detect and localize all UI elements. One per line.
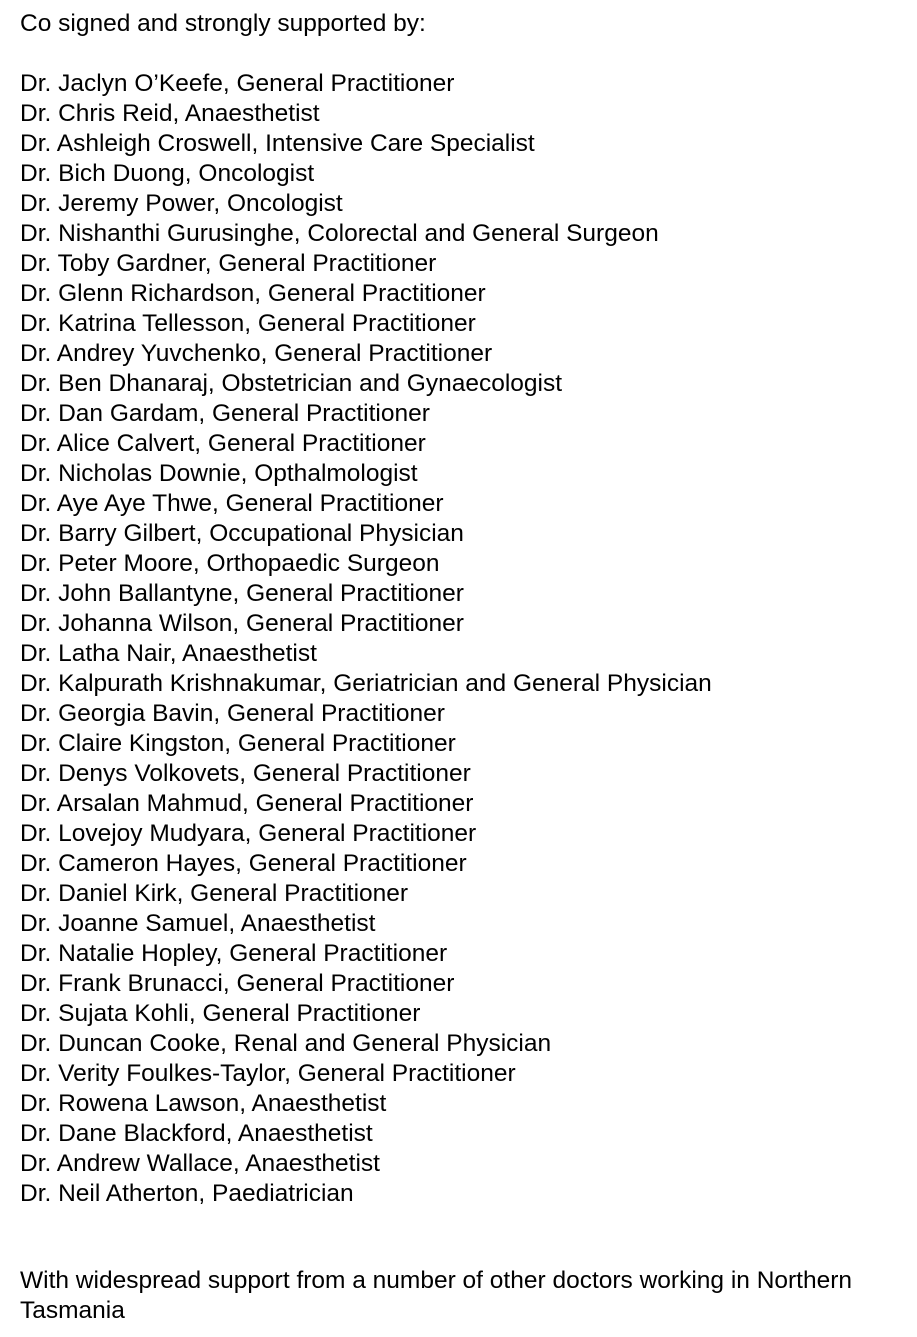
signatory-item: Dr. Nishanthi Gurusinghe, Colorectal and General Surgeon: [20, 220, 659, 247]
signatory-item: Dr. Katrina Tellesson, General Practitioner: [20, 310, 476, 337]
signatory-item: Dr. Arsalan Mahmud, General Practitioner: [20, 790, 474, 817]
signatory-item: Dr. Joanne Samuel, Anaesthetist: [20, 910, 376, 937]
signatory-item: Dr. Toby Gardner, General Practitioner: [20, 250, 437, 277]
signatory-item: Dr. Glenn Richardson, General Practitioner: [20, 280, 486, 307]
signatory-item: Dr. Peter Moore, Orthopaedic Surgeon: [20, 550, 440, 577]
signatory-item: Dr. Denys Volkovets, General Practitioner: [20, 760, 471, 787]
signatory-item: Dr. Bich Duong, Oncologist: [20, 160, 315, 187]
signatory-item: Dr. Alice Calvert, General Practitioner: [20, 430, 426, 457]
signatory-item: Dr. Latha Nair, Anaesthetist: [20, 640, 317, 667]
signatory-item: Dr. Lovejoy Mudyara, General Practitioner: [20, 820, 477, 847]
signatory-item: Dr. John Ballantyne, General Practitioner: [20, 580, 464, 607]
signatory-item: Dr. Daniel Kirk, General Practitioner: [20, 880, 409, 907]
signatory-item: Dr. Ben Dhanaraj, Obstetrician and Gynaecologist: [20, 370, 563, 397]
signatory-item: Dr. Jeremy Power, Oncologist: [20, 190, 343, 217]
signatory-item: Dr. Nicholas Downie, Opthalmologist: [20, 460, 418, 487]
signatory-item: Dr. Sujata Kohli, General Practitioner: [20, 1000, 421, 1027]
document-page: [20, 9, 910, 1209]
signatory-item: Dr. Johanna Wilson, General Practitioner: [20, 610, 464, 637]
signatory-item: Dr. Rowena Lawson, Anaesthetist: [20, 1090, 387, 1117]
signatory-item: Dr. Barry Gilbert, Occupational Physician: [20, 520, 464, 547]
signatory-item: Dr. Cameron Hayes, General Practitioner: [20, 850, 467, 877]
signatory-item: Dr. Georgia Bavin, General Practitioner: [20, 700, 445, 727]
signatory-item: Dr. Jaclyn O’Keefe, General Practitioner: [20, 70, 455, 97]
signatory-item: Dr. Chris Reid, Anaesthetist: [20, 100, 320, 127]
signatory-item: Dr. Andrew Wallace, Anaesthetist: [20, 1150, 380, 1177]
signatory-item: Dr. Verity Foulkes-Taylor, General Practitioner: [20, 1060, 516, 1087]
document-heading: Co signed and strongly supported by:: [20, 10, 426, 37]
signatory-item: Dr. Neil Atherton, Paediatrician: [20, 1180, 354, 1207]
signatory-item: Dr. Dan Gardam, General Practitioner: [20, 400, 430, 427]
signatory-item: Dr. Dane Blackford, Anaesthetist: [20, 1120, 373, 1147]
signatory-list: [20, 69, 910, 1209]
document-footer: With widespread support from a number of other doctors working in Northern Tasmania: [20, 1267, 853, 1324]
signatory-item: Dr. Frank Brunacci, General Practitioner: [20, 970, 455, 997]
signatory-item: Dr. Ashleigh Croswell, Intensive Care Specialist: [20, 130, 535, 157]
signatory-item: Dr. Kalpurath Krishnakumar, Geriatrician and General Physician: [20, 670, 712, 697]
signatory-item: Dr. Aye Aye Thwe, General Practitioner: [20, 490, 444, 517]
signatory-item: Dr. Andrey Yuvchenko, General Practitioner: [20, 340, 493, 367]
signatory-item: Dr. Natalie Hopley, General Practitioner: [20, 940, 448, 967]
signatory-item: Dr. Claire Kingston, General Practitioner: [20, 730, 456, 757]
signatory-item: Dr. Duncan Cooke, Renal and General Physician: [20, 1030, 552, 1057]
